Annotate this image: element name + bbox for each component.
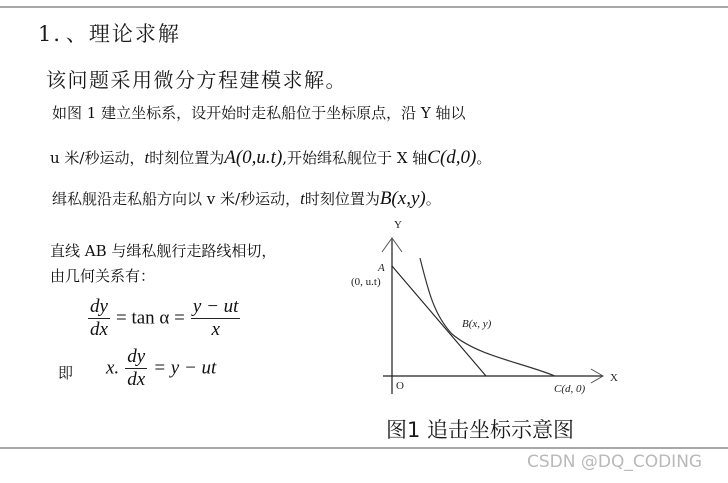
equation-2-label: 即	[58, 364, 74, 382]
p2-var-t: t	[144, 148, 150, 167]
p2-text-d: 。	[476, 149, 492, 167]
p3-text-c: 。	[425, 190, 441, 208]
p2-text-b: 时刻位置为	[149, 149, 225, 167]
point-C-expr: C(d,0)	[427, 147, 477, 168]
point-A-expr: A(0,u.t)	[224, 147, 283, 168]
section-heading: 1．、理论求解	[38, 22, 181, 46]
eq2-denominator: dx	[127, 369, 146, 390]
point-B-expr: B(x,y)	[379, 188, 426, 209]
origin-label: O	[396, 380, 404, 392]
paragraph-4: 直线 AB 与缉私舰行走路线相切，	[50, 242, 277, 260]
point-B-label: B(x, y)	[462, 318, 492, 330]
pursuit-curve	[420, 258, 555, 376]
p3-text-a: 缉私舰沿走私船方向以 v 米/秒运动，	[52, 190, 301, 208]
p2-text-c: ,开始缉私舰位于 X 轴	[282, 149, 428, 167]
p3-text-b: 时刻位置为	[304, 190, 380, 208]
eq2-numerator: dy	[127, 346, 146, 367]
x-axis-label: X	[610, 372, 618, 384]
paragraph-5: 由几何关系有：	[50, 267, 156, 285]
watermark: CSDN @DQ_CODING	[527, 452, 703, 472]
eq1-rhs-denominator: x	[211, 319, 220, 340]
y-axis-label: Y	[394, 219, 402, 231]
p2-text-a: u 米/秒运动，	[50, 149, 145, 167]
p3-var-t: t	[300, 189, 305, 208]
eq1-middle: = tan α =	[115, 307, 185, 329]
point-A-label: A	[378, 262, 385, 274]
eq1-rhs-numerator: y − ut	[192, 296, 239, 317]
point-A-coord: (0, u.t)	[351, 276, 381, 288]
eq2-prefix: x.	[106, 357, 120, 379]
point-C-label: C(d, 0)	[554, 383, 586, 395]
eq2-rhs: = y − ut	[153, 357, 217, 379]
eq1-lhs-denominator: dx	[90, 319, 108, 340]
figure-caption: 图1 追击坐标示意图	[386, 418, 575, 442]
section-subheading: 该问题采用微分方程建模求解。	[46, 68, 347, 92]
bottom-divider	[0, 447, 728, 449]
eq1-lhs-numerator: dy	[90, 296, 108, 317]
paragraph-1: 如图 1 建立坐标系，设开始时走私船位于坐标原点，沿 Y 轴以	[52, 104, 466, 122]
